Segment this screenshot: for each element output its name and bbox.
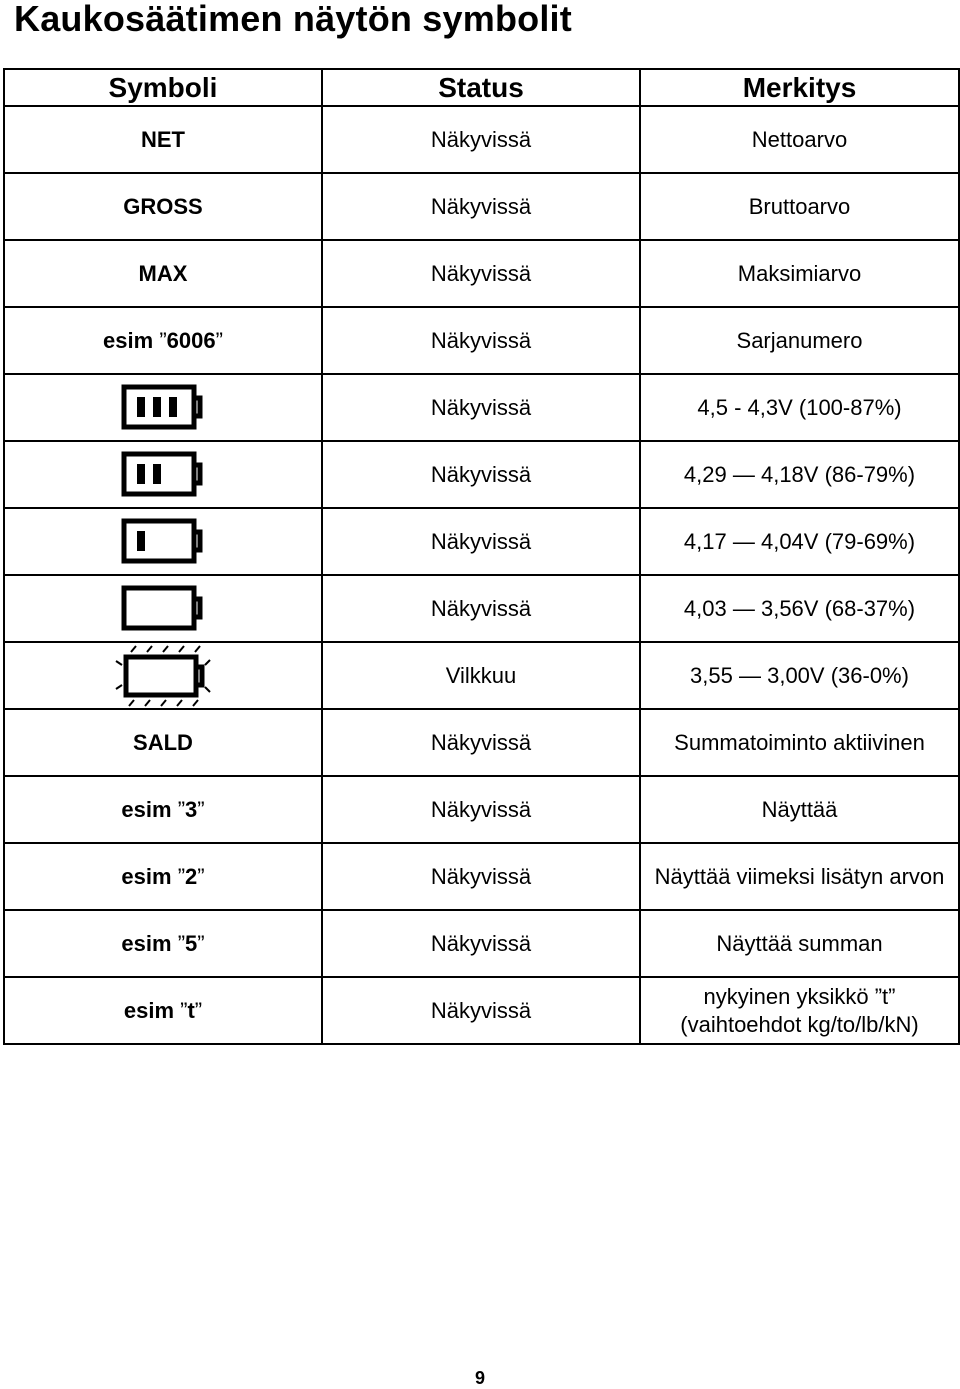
meaning-cell: Summatoiminto aktiivinen [640, 709, 959, 776]
status-cell: Näkyvissä [322, 709, 640, 776]
symbol-cell [4, 307, 322, 374]
status-cell: Vilkkuu [322, 642, 640, 709]
table-row [4, 508, 959, 575]
symbol-value: t [187, 997, 195, 1023]
table-row [4, 374, 959, 441]
meaning-cell: Nettoarvo [640, 106, 959, 173]
table-row [4, 173, 959, 240]
column-header-symbol: Symboli [4, 69, 322, 106]
table-row [4, 307, 959, 374]
table-row [4, 441, 959, 508]
table-row [4, 106, 959, 173]
symbol-cell [4, 642, 322, 709]
symbol-quote-open: ” [177, 796, 186, 822]
symbol-prefix: esim [121, 796, 172, 822]
meaning-line-1: nykyinen yksikkö ”t” [703, 983, 896, 1009]
status-cell: Näkyvissä [322, 776, 640, 843]
symbol-value: 5 [185, 930, 198, 956]
status-cell: Näkyvissä [322, 843, 640, 910]
symbol-quote-close: ” [197, 930, 205, 956]
symbol-prefix: esim [121, 930, 172, 956]
table-row [4, 910, 959, 977]
status-cell: Näkyvissä [322, 910, 640, 977]
page-title: Kaukosäätimen näytön symbolit [14, 0, 572, 39]
symbol-quote-open: ” [159, 327, 167, 353]
symbol-value: 6006 [166, 327, 216, 353]
status-cell: Näkyvissä [322, 307, 640, 374]
symbol-quote-open: ” [180, 997, 188, 1023]
meaning-cell: 3,55 — 3,00V (36-0%) [640, 642, 959, 709]
symbols-table [3, 68, 960, 1045]
symbol-cell: GROSS [4, 173, 322, 240]
symbol-value: 3 [185, 796, 198, 822]
symbol-cell [4, 441, 322, 508]
symbol-prefix: esim [121, 863, 172, 889]
meaning-cell: Maksimiarvo [640, 240, 959, 307]
table-row [4, 843, 959, 910]
meaning-cell: Bruttoarvo [640, 173, 959, 240]
meaning-cell: Näyttää viimeksi lisätyn arvon [640, 843, 959, 910]
symbol-quote-close: ” [197, 796, 205, 822]
table-row [4, 977, 959, 1044]
table-row [4, 709, 959, 776]
meaning-cell: Näyttää [640, 776, 959, 843]
symbol-cell [4, 977, 322, 1044]
symbol-quote-close: ” [194, 997, 203, 1023]
battery-3-bars-icon [121, 384, 205, 432]
symbol-cell: MAX [4, 240, 322, 307]
table-row [4, 575, 959, 642]
meaning-cell: 4,29 — 4,18V (86-79%) [640, 441, 959, 508]
status-cell: Näkyvissä [322, 374, 640, 441]
symbol-cell [4, 575, 322, 642]
status-cell: Näkyvissä [322, 106, 640, 173]
symbol-cell [4, 374, 322, 441]
symbol-prefix: esim [123, 997, 175, 1023]
battery-empty-icon [121, 585, 205, 633]
symbol-cell [4, 843, 322, 910]
symbol-cell [4, 508, 322, 575]
meaning-line-2: (vaihtoehdot kg/to/lb/kN) [680, 1011, 919, 1037]
meaning-cell: 4,03 — 3,56V (68-37%) [640, 575, 959, 642]
table-header-row [4, 69, 959, 106]
symbol-quote-open: ” [177, 930, 186, 956]
meaning-cell: 4,5 - 4,3V (100-87%) [640, 374, 959, 441]
meaning-cell: Näyttää summan [640, 910, 959, 977]
symbol-quote-close: ” [215, 327, 223, 353]
table-row [4, 240, 959, 307]
symbol-cell [4, 910, 322, 977]
page-number: 9 [474, 1368, 485, 1388]
status-cell: Näkyvissä [322, 508, 640, 575]
status-cell: Näkyvissä [322, 240, 640, 307]
status-cell: Näkyvissä [322, 977, 640, 1044]
status-cell: Näkyvissä [322, 575, 640, 642]
meaning-cell [640, 977, 959, 1044]
meaning-cell: Sarjanumero [640, 307, 959, 374]
symbol-prefix: esim [103, 327, 154, 353]
symbol-cell [4, 776, 322, 843]
table-row [4, 776, 959, 843]
symbol-quote-close: ” [197, 863, 205, 889]
column-header-meaning: Merkitys [640, 69, 959, 106]
table-row [4, 642, 959, 709]
status-cell: Näkyvissä [322, 173, 640, 240]
symbol-cell: NET [4, 106, 322, 173]
symbol-value: 2 [185, 863, 198, 889]
symbol-quote-open: ” [177, 863, 186, 889]
column-header-status: Status [322, 69, 640, 106]
status-cell: Näkyvissä [322, 441, 640, 508]
battery-1-bar-icon [121, 518, 205, 566]
battery-2-bars-icon [121, 451, 205, 499]
battery-blinking-icon [115, 644, 211, 708]
meaning-cell: 4,17 — 4,04V (79-69%) [640, 508, 959, 575]
symbol-cell: SALD [4, 709, 322, 776]
